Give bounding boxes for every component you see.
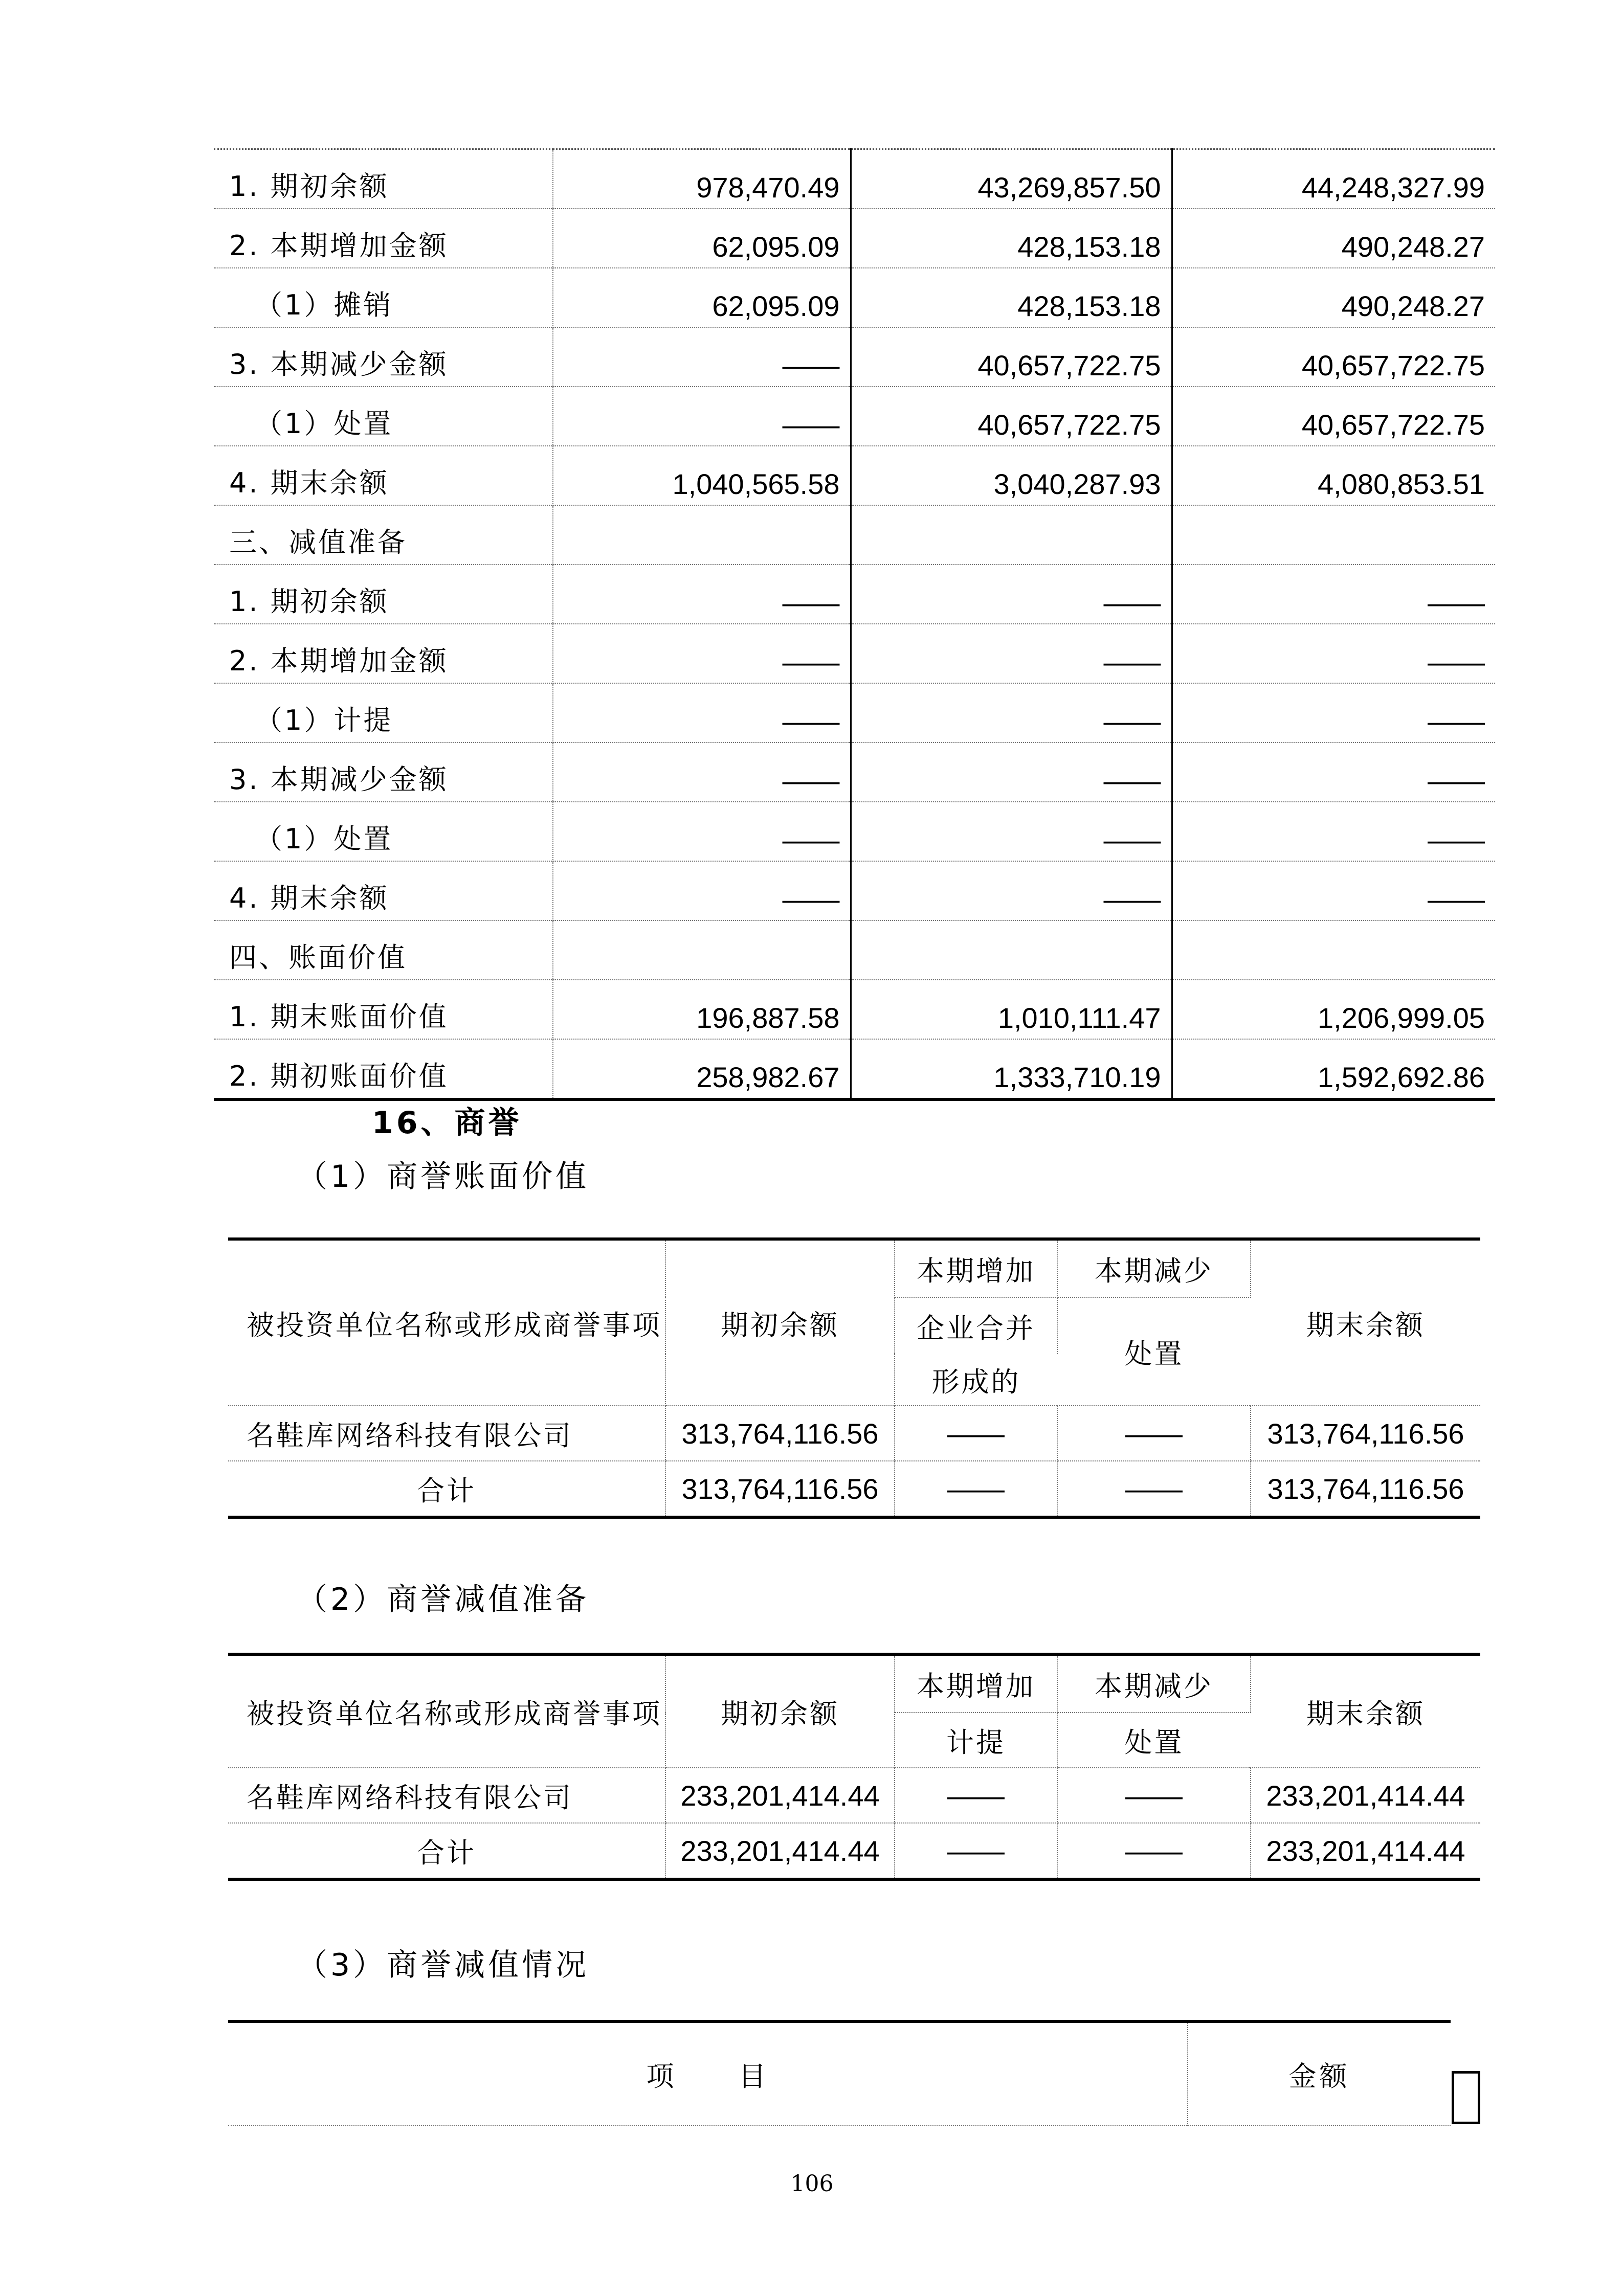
row-label: 三、减值准备 (214, 505, 553, 565)
row-name: 合计 (228, 1823, 665, 1879)
intangible-assets-table-body (214, 149, 1495, 1100)
row-label: 2. 本期增加金额 (214, 624, 553, 683)
col-header-investee: 被投资单位名称或形成商誉事项 (228, 1654, 665, 1768)
row-label: 1. 期末账面价值 (214, 980, 553, 1039)
col-header-closing-balance: 期末余额 (1251, 1239, 1480, 1406)
row-name: 名鞋库网络科技有限公司 (228, 1768, 665, 1823)
row-value-total: 4,080,853.51 (1172, 446, 1495, 505)
subsection-goodwill-book-value: （1）商誉账面价值 (297, 1159, 590, 1195)
row-value-2: 428,153.18 (851, 268, 1172, 327)
col-header-increase-sub2: 形成的 (895, 1354, 1057, 1406)
table-row (214, 980, 1495, 1039)
row-value-2: —— (851, 565, 1172, 624)
row-value-2 (851, 505, 1172, 565)
row-increase: —— (895, 1768, 1057, 1823)
col-header-opening-balance: 期初余额 (665, 1239, 895, 1406)
row-value-2: 43,269,857.50 (851, 149, 1172, 209)
row-value-2: —— (851, 624, 1172, 683)
row-value-total: —— (1172, 683, 1495, 742)
table-row (214, 149, 1495, 209)
row-value-1: —— (553, 327, 851, 387)
table-row (228, 1406, 1480, 1461)
row-decrease: —— (1057, 1406, 1251, 1461)
section-title: 16、商誉 (372, 1105, 522, 1141)
col-header-decrease-sub: 处置 (1057, 1297, 1251, 1406)
row-increase: —— (895, 1461, 1057, 1517)
col-header-decrease: 本期减少 (1057, 1239, 1251, 1297)
subsection-goodwill-impairment-status: （3）商誉减值情况 (297, 1947, 590, 1983)
row-value-2: —— (851, 742, 1172, 802)
row-opening: 313,764,116.56 (665, 1461, 895, 1517)
row-opening: 313,764,116.56 (665, 1406, 895, 1461)
row-value-2: 428,153.18 (851, 209, 1172, 268)
col-header-item: 项 目 (228, 2021, 1188, 2126)
table-row (214, 802, 1495, 861)
row-value-total: —— (1172, 742, 1495, 802)
row-value-total (1172, 505, 1495, 565)
row-value-2: 40,657,722.75 (851, 327, 1172, 387)
col-header-investee: 被投资单位名称或形成商誉事项 (228, 1239, 665, 1406)
row-increase: —— (895, 1406, 1057, 1461)
table-row (214, 387, 1495, 446)
col-header-increase: 本期增加 (895, 1239, 1057, 1297)
table-row-total (228, 1823, 1480, 1879)
row-name: 合计 (228, 1461, 665, 1517)
row-value-total: 490,248.27 (1172, 209, 1495, 268)
row-value-1 (553, 505, 851, 565)
subsection-goodwill-impairment: （2）商誉减值准备 (297, 1582, 590, 1617)
table-row-total (228, 1461, 1480, 1517)
row-value-2: 3,040,287.93 (851, 446, 1172, 505)
row-value-1: 62,095.09 (553, 268, 851, 327)
row-increase: —— (895, 1823, 1057, 1879)
row-value-total: —— (1172, 861, 1495, 920)
row-value-total: 40,657,722.75 (1172, 387, 1495, 446)
row-decrease: —— (1057, 1768, 1251, 1823)
table-row (214, 209, 1495, 268)
row-value-2: —— (851, 802, 1172, 861)
row-label: 四、账面价值 (214, 920, 553, 980)
row-value-1: —— (553, 861, 851, 920)
row-opening: 233,201,414.44 (665, 1823, 895, 1879)
row-label: 4. 期末余额 (214, 861, 553, 920)
table-row (214, 920, 1495, 980)
row-value-1: —— (553, 802, 851, 861)
table-row (228, 1768, 1480, 1823)
col-header-increase-sub: 计提 (895, 1713, 1057, 1768)
intangible-assets-table (214, 148, 1495, 1101)
row-value-1: —— (553, 624, 851, 683)
row-value-1: —— (553, 683, 851, 742)
row-value-total: 44,248,327.99 (1172, 149, 1495, 209)
col-header-increase: 本期增加 (895, 1654, 1057, 1713)
row-value-total: 1,206,999.05 (1172, 980, 1495, 1039)
text-cursor-box (1452, 2071, 1480, 2124)
col-header-amount: 金额 (1288, 2060, 1350, 2092)
col-header-decrease: 本期减少 (1057, 1654, 1251, 1713)
col-header-increase-sub1: 企业合并 (895, 1297, 1057, 1354)
table-row (214, 327, 1495, 387)
row-decrease: —— (1057, 1823, 1251, 1879)
row-closing: 313,764,116.56 (1267, 1472, 1464, 1505)
table-row (214, 268, 1495, 327)
row-label: （1）摊销 (214, 268, 553, 327)
row-value-total (1172, 920, 1495, 980)
row-value-1: —— (553, 565, 851, 624)
table-row (214, 446, 1495, 505)
row-value-total: —— (1172, 565, 1495, 624)
col-header-closing-balance: 期末余额 (1251, 1654, 1480, 1768)
table-row (214, 624, 1495, 683)
row-name: 名鞋库网络科技有限公司 (228, 1406, 665, 1461)
row-label: （1）计提 (214, 683, 553, 742)
row-value-2: —— (851, 683, 1172, 742)
row-value-1: —— (553, 387, 851, 446)
row-value-total: —— (1172, 624, 1495, 683)
row-opening: 233,201,414.44 (665, 1768, 895, 1823)
goodwill-impairment-status-table (228, 2020, 1451, 2126)
row-value-total: 490,248.27 (1172, 268, 1495, 327)
row-value-1: —— (553, 742, 851, 802)
row-label: 4. 期末余额 (214, 446, 553, 505)
row-label: 2. 期初账面价值 (214, 1039, 553, 1099)
row-value-2: —— (851, 861, 1172, 920)
row-closing: 233,201,414.44 (1251, 1768, 1480, 1823)
row-decrease: —— (1057, 1461, 1251, 1517)
goodwill-book-value-table (228, 1237, 1480, 1519)
row-value-1 (553, 920, 851, 980)
row-value-1: 978,470.49 (553, 149, 851, 209)
row-value-total: 1,592,692.86 (1318, 1061, 1485, 1093)
row-label: 3. 本期减少金额 (214, 742, 553, 802)
row-label: 3. 本期减少金额 (214, 327, 553, 387)
row-value-2 (851, 920, 1172, 980)
table-row (214, 505, 1495, 565)
table-row (214, 742, 1495, 802)
col-header-decrease-sub: 处置 (1057, 1713, 1251, 1768)
row-value-2: 40,657,722.75 (851, 387, 1172, 446)
goodwill-impairment-table (228, 1653, 1480, 1881)
table-row (214, 1039, 1495, 1099)
row-value-total: 40,657,722.75 (1172, 327, 1495, 387)
row-label: （1）处置 (214, 802, 553, 861)
row-label: 1. 期初余额 (214, 149, 553, 209)
col-header-opening-balance: 期初余额 (665, 1654, 895, 1768)
table-row (214, 683, 1495, 742)
row-value-1: 258,982.67 (553, 1039, 851, 1099)
row-value-1: 1,040,565.58 (553, 446, 851, 505)
row-value-2: 1,333,710.19 (851, 1039, 1172, 1099)
row-closing: 233,201,414.44 (1266, 1834, 1465, 1867)
row-label: 1. 期初余额 (214, 565, 553, 624)
table-row (214, 861, 1495, 920)
row-value-1: 62,095.09 (553, 209, 851, 268)
row-value-total: —— (1172, 802, 1495, 861)
page-number: 106 (790, 2171, 834, 2197)
table-row (214, 565, 1495, 624)
row-value-2: 1,010,111.47 (851, 980, 1172, 1039)
row-value-1: 196,887.58 (553, 980, 851, 1039)
row-label: （1）处置 (214, 387, 553, 446)
row-label: 2. 本期增加金额 (214, 209, 553, 268)
row-closing: 313,764,116.56 (1251, 1406, 1480, 1461)
